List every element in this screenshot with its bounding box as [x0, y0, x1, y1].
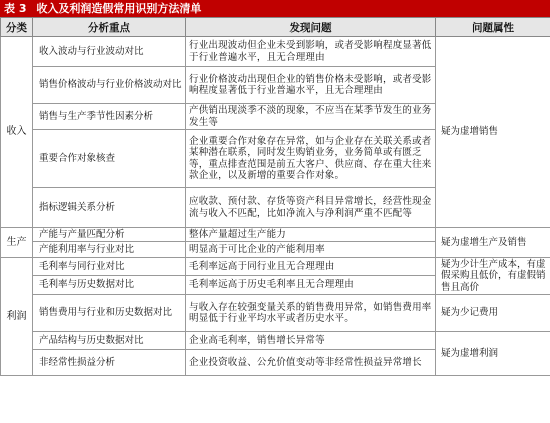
issue-cell: 行业价格波动出现但企业的销售价格未受影响，或者受影响程度显著低于行业普遍水平，且无合理理由	[186, 67, 436, 104]
focus-cell: 销售与生产季节性因素分析	[33, 104, 186, 130]
issue-cell: 应收款、预付款、存货等资产科目异常增长，经营性现金流与收入不匹配，比如净流入与净利润严重不匹配等	[186, 188, 436, 228]
attribute-cell: 疑为虚增生产及销售	[436, 228, 550, 258]
focus-cell: 产能与产量匹配分析	[33, 228, 186, 242]
focus-cell: 产品结构与历史数据对比	[33, 332, 186, 350]
table-row	[1, 295, 550, 332]
focus-cell: 指标逻辑关系分析	[33, 188, 186, 228]
table-row	[1, 228, 550, 242]
category-cell: 利润	[1, 258, 33, 376]
category-cell: 收入	[1, 37, 33, 228]
focus-cell: 重要合作对象核查	[33, 130, 186, 188]
issue-cell: 毛利率远高于历史毛利率且无合理理由	[186, 276, 436, 295]
issue-cell: 与收入存在较强变量关系的销售费用异常，如销售费用率明显低于行业平均水平或者历史水平。	[186, 295, 436, 332]
table-header-row	[1, 18, 550, 37]
issue-cell: 企业高毛利率，销售增长异常等	[186, 332, 436, 350]
table-title: 收入及利润造假常用识别方法清单	[36, 2, 202, 15]
focus-cell: 非经常性损益分析	[33, 350, 186, 376]
focus-cell: 毛利率与同行业对比	[33, 258, 186, 276]
attribute-cell: 疑为虚增销售	[436, 37, 550, 228]
table-title-bar	[0, 0, 550, 17]
table-row	[1, 258, 550, 276]
header-category: 分类	[1, 18, 33, 37]
attribute-cell: 疑为虚增利润	[436, 332, 550, 376]
issue-cell: 行业出现波动但企业未受到影响，或者受影响程度显著低于行业普遍水平，且无合理理由	[186, 37, 436, 67]
header-focus: 分析重点	[33, 18, 186, 37]
focus-cell: 收入波动与行业波动对比	[33, 37, 186, 67]
focus-cell: 产能利用率与行业对比	[33, 242, 186, 258]
issue-cell: 明显高于可比企业的产能利用率	[186, 242, 436, 258]
table-row	[1, 332, 550, 350]
table-row	[1, 37, 550, 67]
attribute-cell: 疑为少记费用	[436, 295, 550, 332]
issue-cell: 企业投资收益、公允价值变动等非经常性损益异常增长	[186, 350, 436, 376]
header-attribute: 问题属性	[436, 18, 550, 37]
issue-cell: 企业重要合作对象存在异常，如与企业存在关联关系或者某种潜在联系，同时发生购销业务，业务简单或有匮乏等，重点排查范围是前五大客户、供应商、存在重大往来款企业，以及新增的重要合作对象。	[186, 130, 436, 188]
header-issue: 发现问题	[186, 18, 436, 37]
focus-cell: 销售费用与行业和历史数据对比	[33, 295, 186, 332]
identification-methods-table	[0, 17, 550, 376]
focus-cell: 销售价格波动与行业价格波动对比	[33, 67, 186, 104]
issue-cell: 产供销出现淡季不淡的现象，不应当在某季节发生的业务发生等	[186, 104, 436, 130]
category-cell: 生产	[1, 228, 33, 258]
issue-cell: 整体产量超过生产能力	[186, 228, 436, 242]
focus-cell: 毛利率与历史数据对比	[33, 276, 186, 295]
issue-cell: 毛利率远高于同行业且无合理理由	[186, 258, 436, 276]
attribute-cell: 疑为少计生产成本，有虚假采购且低价，有虚假销售且高价	[436, 258, 550, 295]
table-number: 表 3	[4, 2, 27, 15]
